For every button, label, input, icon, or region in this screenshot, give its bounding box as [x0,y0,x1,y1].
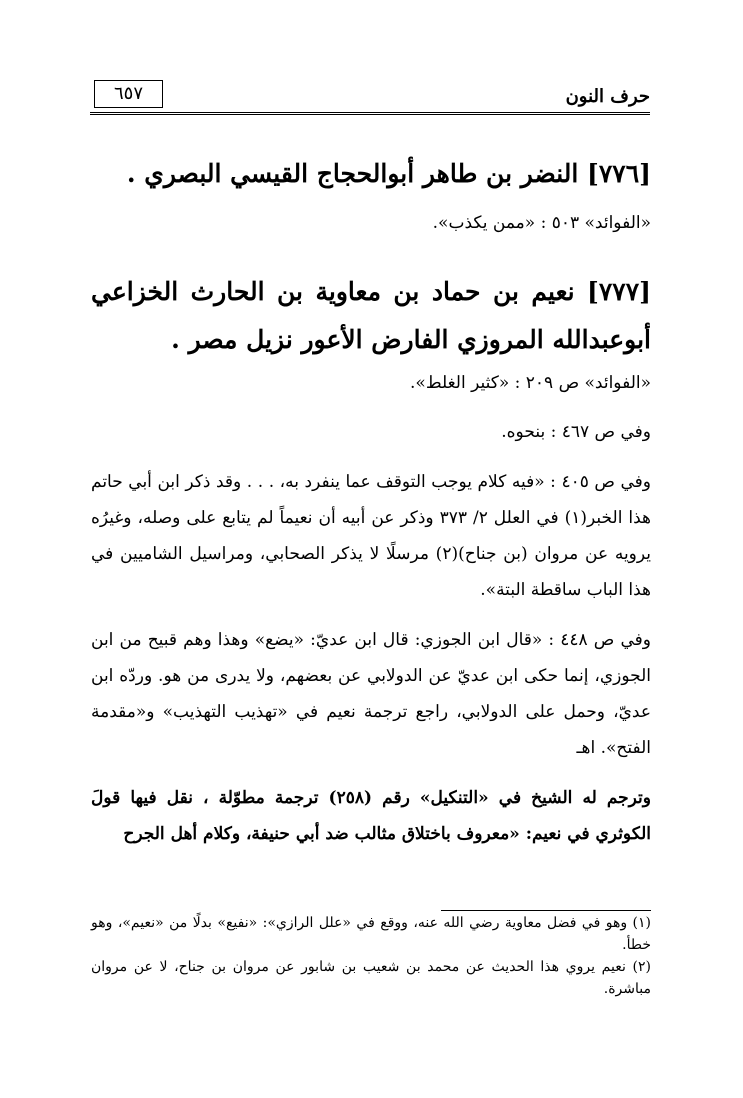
page-number-box: ٦٥٧ [94,80,163,108]
footnote-divider [441,910,651,911]
entry-777-note-467: وفي ص ٤٦٧ : بنحوه. [501,422,651,442]
entry-776-reference: «الفوائد» ٥٠٣ : «ممن يكذب». [432,213,651,233]
entry-777 [91,268,651,852]
entry-777-reference: «الفوائد» ص ٢٠٩ : «كثير الغلط». [410,373,651,393]
footnote-1: (١) وهو في فضل معاوية رضي الله عنه، ووقع في «علل الرازي»: «نفيع» بدلًا من «نعيم»، وهو خطأ. [91,915,651,953]
footnote-2: (٢) نعيم يروي هذا الحديث عن محمد بن شعيب بن شابور عن مروان بن جناح، لا عن مروان مباشرة. [91,959,651,997]
footnotes [91,912,651,1000]
entry-776 [91,150,651,240]
header-divider [90,112,650,118]
entry-777-note-448: وفي ص ٤٤٨ : «قال ابن الجوزي: قال ابن عديّ: «يضع» وهذا وهم قبيح من ابن الجوزي، إنما حكى ابن عديّ عن الدولابي عن بعضهم، ولا يدرى من هو. وردّه ابن عديّ، وحمل على الدولابي، راجع ترجمة نعيم في «تهذيب التهذيب» و«مقدمة الفتح». اهـ [91,630,651,758]
entry-776-title: [٧٧٦] النضر بن طاهر أبوالحجاج القيسي البصري . [126,159,651,188]
entry-777-note-405: وفي ص ٤٠٥ : «فيه كلام يوجب التوقف عما ينفرد به، . . . وقد ذكر ابن أبي حاتم هذا الخبر(١) في العلل ٢/ ٣٧٣ وذكر عن أبيه أن نعيماً لم يتابع على وصله، وغيرُه يرويه عن مروان (بن جناح)(٢) مرسلًا لا يذكر الصحابي، ومراسيل الشاميين في هذا الباب ساقطة البتة». [91,472,652,600]
entry-777-tankil-note: وترجم له الشيخ في «التنكيل» رقم (٢٥٨) ترجمة مطوّلة ، نقل فيها قولَ الكوثري في نعيم: «معروف باختلاق مثالب ضد أبي حنيفة، وكلام أهل الجرح [91,788,652,844]
running-header-title: حرف النون [565,86,650,107]
entry-777-title: [٧٧٧] نعيم بن حماد بن معاوية بن الحارث الخزاعي أبوعبدالله المروزي الفارض الأعور نزيل مصر . [91,277,651,354]
